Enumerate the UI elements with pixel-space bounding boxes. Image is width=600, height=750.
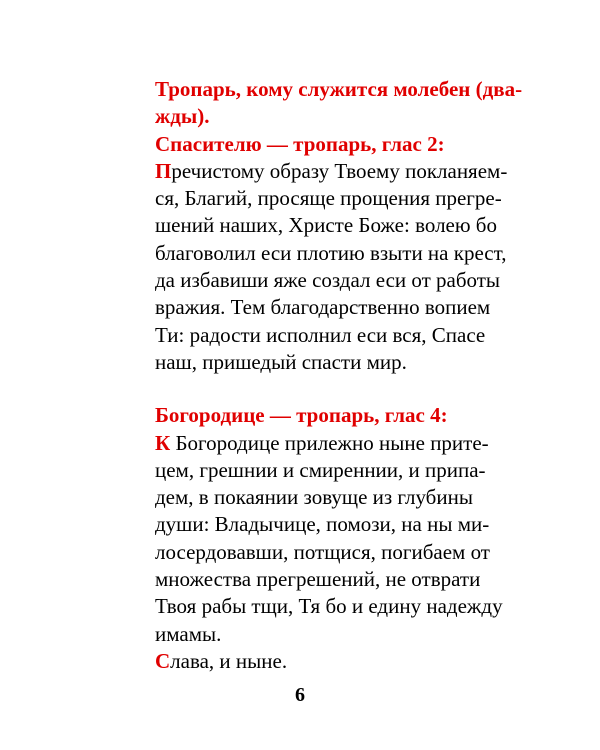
text-line: множества прегрешений, не отврати bbox=[155, 567, 481, 592]
paragraph-gap bbox=[155, 376, 517, 402]
troparion-theotokos-first-line bbox=[155, 430, 517, 457]
text-fragment: Богородице прилежно ныне прите- bbox=[170, 430, 489, 455]
heading-line-1: Тропарь, кому служится молебен (два- bbox=[155, 77, 523, 101]
text-line: шений наших, Христе Боже: волею бо bbox=[155, 213, 497, 238]
drop-initial: П bbox=[155, 158, 172, 183]
text-line: наш, пришедый спасти мир. bbox=[155, 349, 407, 374]
text-line: имамы. bbox=[155, 621, 222, 646]
text-fragment: лава, и ныне. bbox=[170, 648, 288, 673]
troparion-savior-title: Спасителю — тропарь, глас 2: bbox=[155, 131, 445, 156]
text-line: цем, грешнии и смиреннии, и припа- bbox=[155, 457, 486, 482]
text-line: благоволил еси плотию взыти на крест, bbox=[155, 240, 507, 265]
drop-initial: К bbox=[155, 430, 171, 455]
glory-line bbox=[155, 648, 517, 675]
text-line: Ти: радости исполнил еси вся, Спасе bbox=[155, 322, 486, 347]
text-line: да избавиши яже создал еси от работы bbox=[155, 268, 501, 293]
text-line: Твоя рабы тщи, Тя бо и едину надежду bbox=[155, 594, 503, 619]
page-number: 6 bbox=[295, 684, 305, 706]
text-line: ся, Благий, просяще прощения прегре- bbox=[155, 186, 502, 211]
troparion-savior-first-line bbox=[155, 158, 517, 185]
troparion-theotokos-title: Богородице — тропарь, глас 4: bbox=[155, 403, 448, 428]
drop-initial: С bbox=[155, 648, 171, 673]
heading-line-2: жды). bbox=[155, 104, 210, 129]
text-line: вражия. Тем благодарственно вопием bbox=[155, 295, 491, 320]
text-line: души: Владычице, помози, на ны ми- bbox=[155, 512, 490, 537]
text-line: дем, в покаянии зовуще из глубины bbox=[155, 485, 473, 510]
text-line: лосердовавши, потщися, погибаем от bbox=[155, 539, 490, 564]
text-fragment: речистому образу Твоему покланяем- bbox=[171, 158, 508, 183]
page-content bbox=[155, 76, 523, 675]
